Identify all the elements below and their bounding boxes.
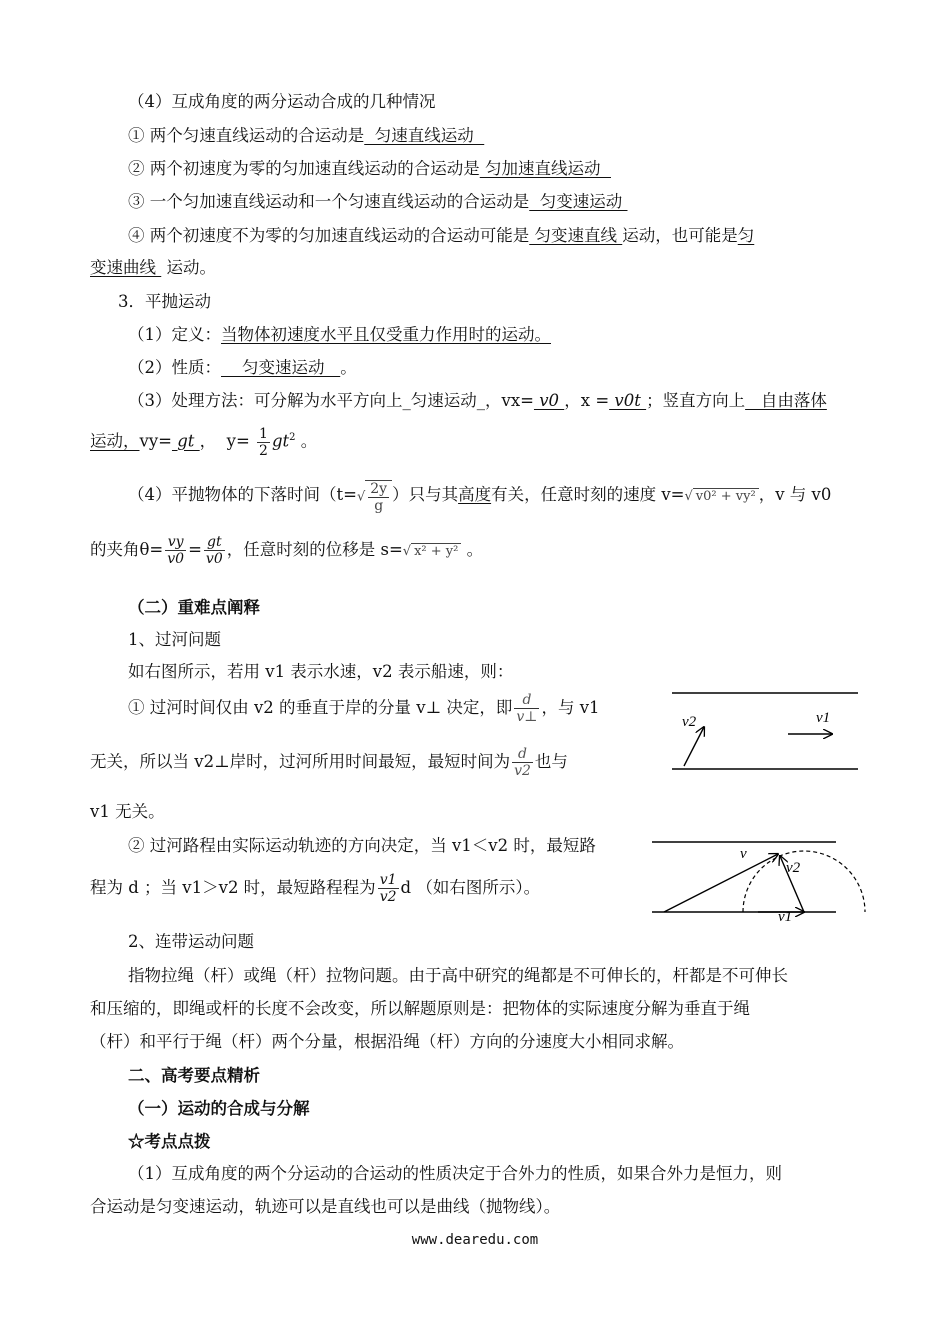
method-line [128, 389, 827, 413]
paragraph: 指物拉绳（杆）或绳（杆）拉物问题。由于高中研究的绳都是不可伸长的，杆都是不可伸长 [128, 966, 788, 985]
v2-arrow [684, 727, 704, 766]
text: （4）平抛物体的下落时间（t= [128, 485, 357, 504]
fraction-half: $\frac{1}{2}$ [259, 425, 268, 459]
text: ）只与其 [392, 485, 459, 504]
section-heading: 3．平抛运动 [118, 292, 211, 311]
item-text: ④ 两个初速度不为零的匀加速直线运动的合运动可能是 [128, 226, 530, 245]
paragraph [90, 866, 540, 910]
paragraph: 和压缩的，即绳或杆的长度不会改变，所以解题原则是：把物体的实际速度分解为垂直于绳 [90, 999, 750, 1018]
sqrt-formula: √ v0² + vy² [685, 480, 759, 514]
paragraph: （1）互成角度的两个分运动的合运动的性质决定于合外力的性质，如果合外力是恒力，则 [128, 1164, 782, 1183]
text: 。 [300, 431, 318, 451]
item-answer: 匀速直线运动 [364, 126, 485, 145]
property-line [128, 356, 357, 380]
text: 。 [466, 540, 484, 559]
subsection-heading: 1、过河问题 [128, 630, 221, 649]
angle-line [90, 530, 483, 572]
resultant-v-arrow [664, 854, 778, 912]
v2-label: v2 [682, 714, 697, 730]
list-item [128, 124, 484, 148]
paragraph: 合运动是匀变速运动，轨迹可以是直线也可以是曲线（抛物线）。 [90, 1197, 561, 1216]
fraction: $\frac{vy}{v0}$ [167, 534, 185, 567]
text: ① 过河时间仅由 v2 的垂直于岸的分量 v⊥ 决定，即 [128, 698, 513, 717]
exponent: 2 [289, 432, 296, 443]
dashed-semicircle [743, 851, 865, 912]
answer: _匀速运动_ [402, 391, 485, 410]
label: （2）性质： [128, 358, 221, 377]
text: 无关，所以当 v2⊥岸时，过河所用时间最短，最短时间为 [90, 752, 511, 771]
v2-label: v2 [786, 860, 801, 876]
text: 程为 d ；当 v1＞v2 时，最短路程程为 [90, 878, 376, 897]
subsection-heading: （一）运动的合成与分解 [128, 1099, 310, 1118]
river-crossing-figure [668, 684, 864, 776]
text: vy= [139, 431, 172, 451]
fraction: $\frac{v1}{v2}$ [379, 872, 397, 905]
text: （3）处理方法：可分解为水平方向上 [128, 391, 403, 410]
v1-label: v1 [778, 909, 793, 924]
section-heading: （4）互成角度的两分运动合成的几种情况 [128, 92, 436, 111]
paragraph: （杆）和平行于绳（杆）两个分量，根据沿绳（杆）方向的分速度大小相同求解。 [90, 1032, 684, 1051]
answer: 自由落体 [745, 391, 827, 410]
paragraph [90, 742, 568, 782]
item-text: ② 两个初速度为零的匀加速直线运动的合运动是 [128, 159, 480, 178]
text: 有关，任意时刻的速度 v= [491, 485, 685, 504]
list-item [128, 190, 628, 214]
sqrt-formula: √ x² + y² [403, 532, 462, 572]
answer: v0t [609, 391, 647, 410]
shortest-path-figure [650, 832, 868, 924]
text: ，与 v1 [541, 698, 600, 717]
text: ，x = [564, 391, 610, 410]
fraction: $\frac{d}{v2}$ [514, 746, 531, 779]
item-text: 运动。 [161, 258, 216, 277]
item-text: 运动，也可能是 [622, 226, 738, 245]
answer: 当物体初速度水平且仅受重力作用时的运动。 [221, 325, 551, 344]
text: ， y= [199, 431, 250, 451]
subsection-heading: ☆考点点拨 [128, 1132, 211, 1151]
text: d （如右图所示）。 [400, 878, 541, 897]
item-answer: 匀变速直线 [529, 226, 623, 245]
paragraph: v1 无关。 [90, 802, 165, 821]
v1-label: v1 [816, 710, 831, 726]
answer: v0 [533, 391, 565, 410]
v-label: v [740, 846, 747, 862]
section-heading: 二、高考要点精析 [128, 1066, 260, 1085]
item-answer: 匀 [737, 226, 755, 245]
list-item [128, 157, 611, 181]
text: ，v 与 v0 [758, 485, 832, 504]
item-answer: 匀变速运动 [529, 192, 628, 211]
fraction: $\frac{gt}{v0}$ [205, 534, 223, 567]
label: （1）定义： [128, 325, 221, 344]
item-text: ③ 一个匀加速直线运动和一个匀速直线运动的合运动是 [128, 192, 530, 211]
paragraph: ② 过河路程由实际运动轨迹的方向决定，当 v1＜v2 时，最短路 [128, 836, 596, 855]
definition-line [128, 323, 551, 347]
list-item-continued [90, 256, 216, 280]
item-answer: 匀加速直线运动 [479, 159, 611, 178]
time-line [128, 478, 831, 514]
answer: 高度 [458, 485, 492, 504]
fraction: $\frac{d}{v\perp}$ [516, 692, 538, 725]
paragraph: 如右图所示，若用 v1 表示水速，v2 表示船速，则： [128, 662, 514, 681]
text: 的夹角θ= [90, 540, 164, 559]
footer-url: www.dearedu.com [411, 1232, 539, 1248]
text: = [188, 540, 202, 559]
answer: 匀变速运动 [221, 358, 341, 377]
list-item [128, 224, 754, 248]
subsection-heading: 2、连带运动问题 [128, 932, 254, 951]
text: ，任意时刻的位移是 s= [226, 540, 403, 559]
item-answer: 变速曲线 [90, 258, 162, 277]
item-text: ① 两个匀速直线运动的合运动是 [128, 126, 365, 145]
section-heading: （二）重难点阐释 [128, 598, 260, 617]
text: ，vx= [485, 391, 534, 410]
method-line-2 [90, 420, 317, 460]
text: ；竖直方向上 [646, 391, 746, 410]
paragraph [128, 690, 600, 726]
formula-gt: gt [271, 431, 290, 451]
text: 也与 [534, 752, 568, 771]
answer: 运动， [90, 431, 140, 451]
answer: gt [171, 431, 200, 451]
sqrt-formula: √ $\frac{2y}{g}$ [357, 480, 392, 515]
text: 。 [340, 358, 357, 377]
